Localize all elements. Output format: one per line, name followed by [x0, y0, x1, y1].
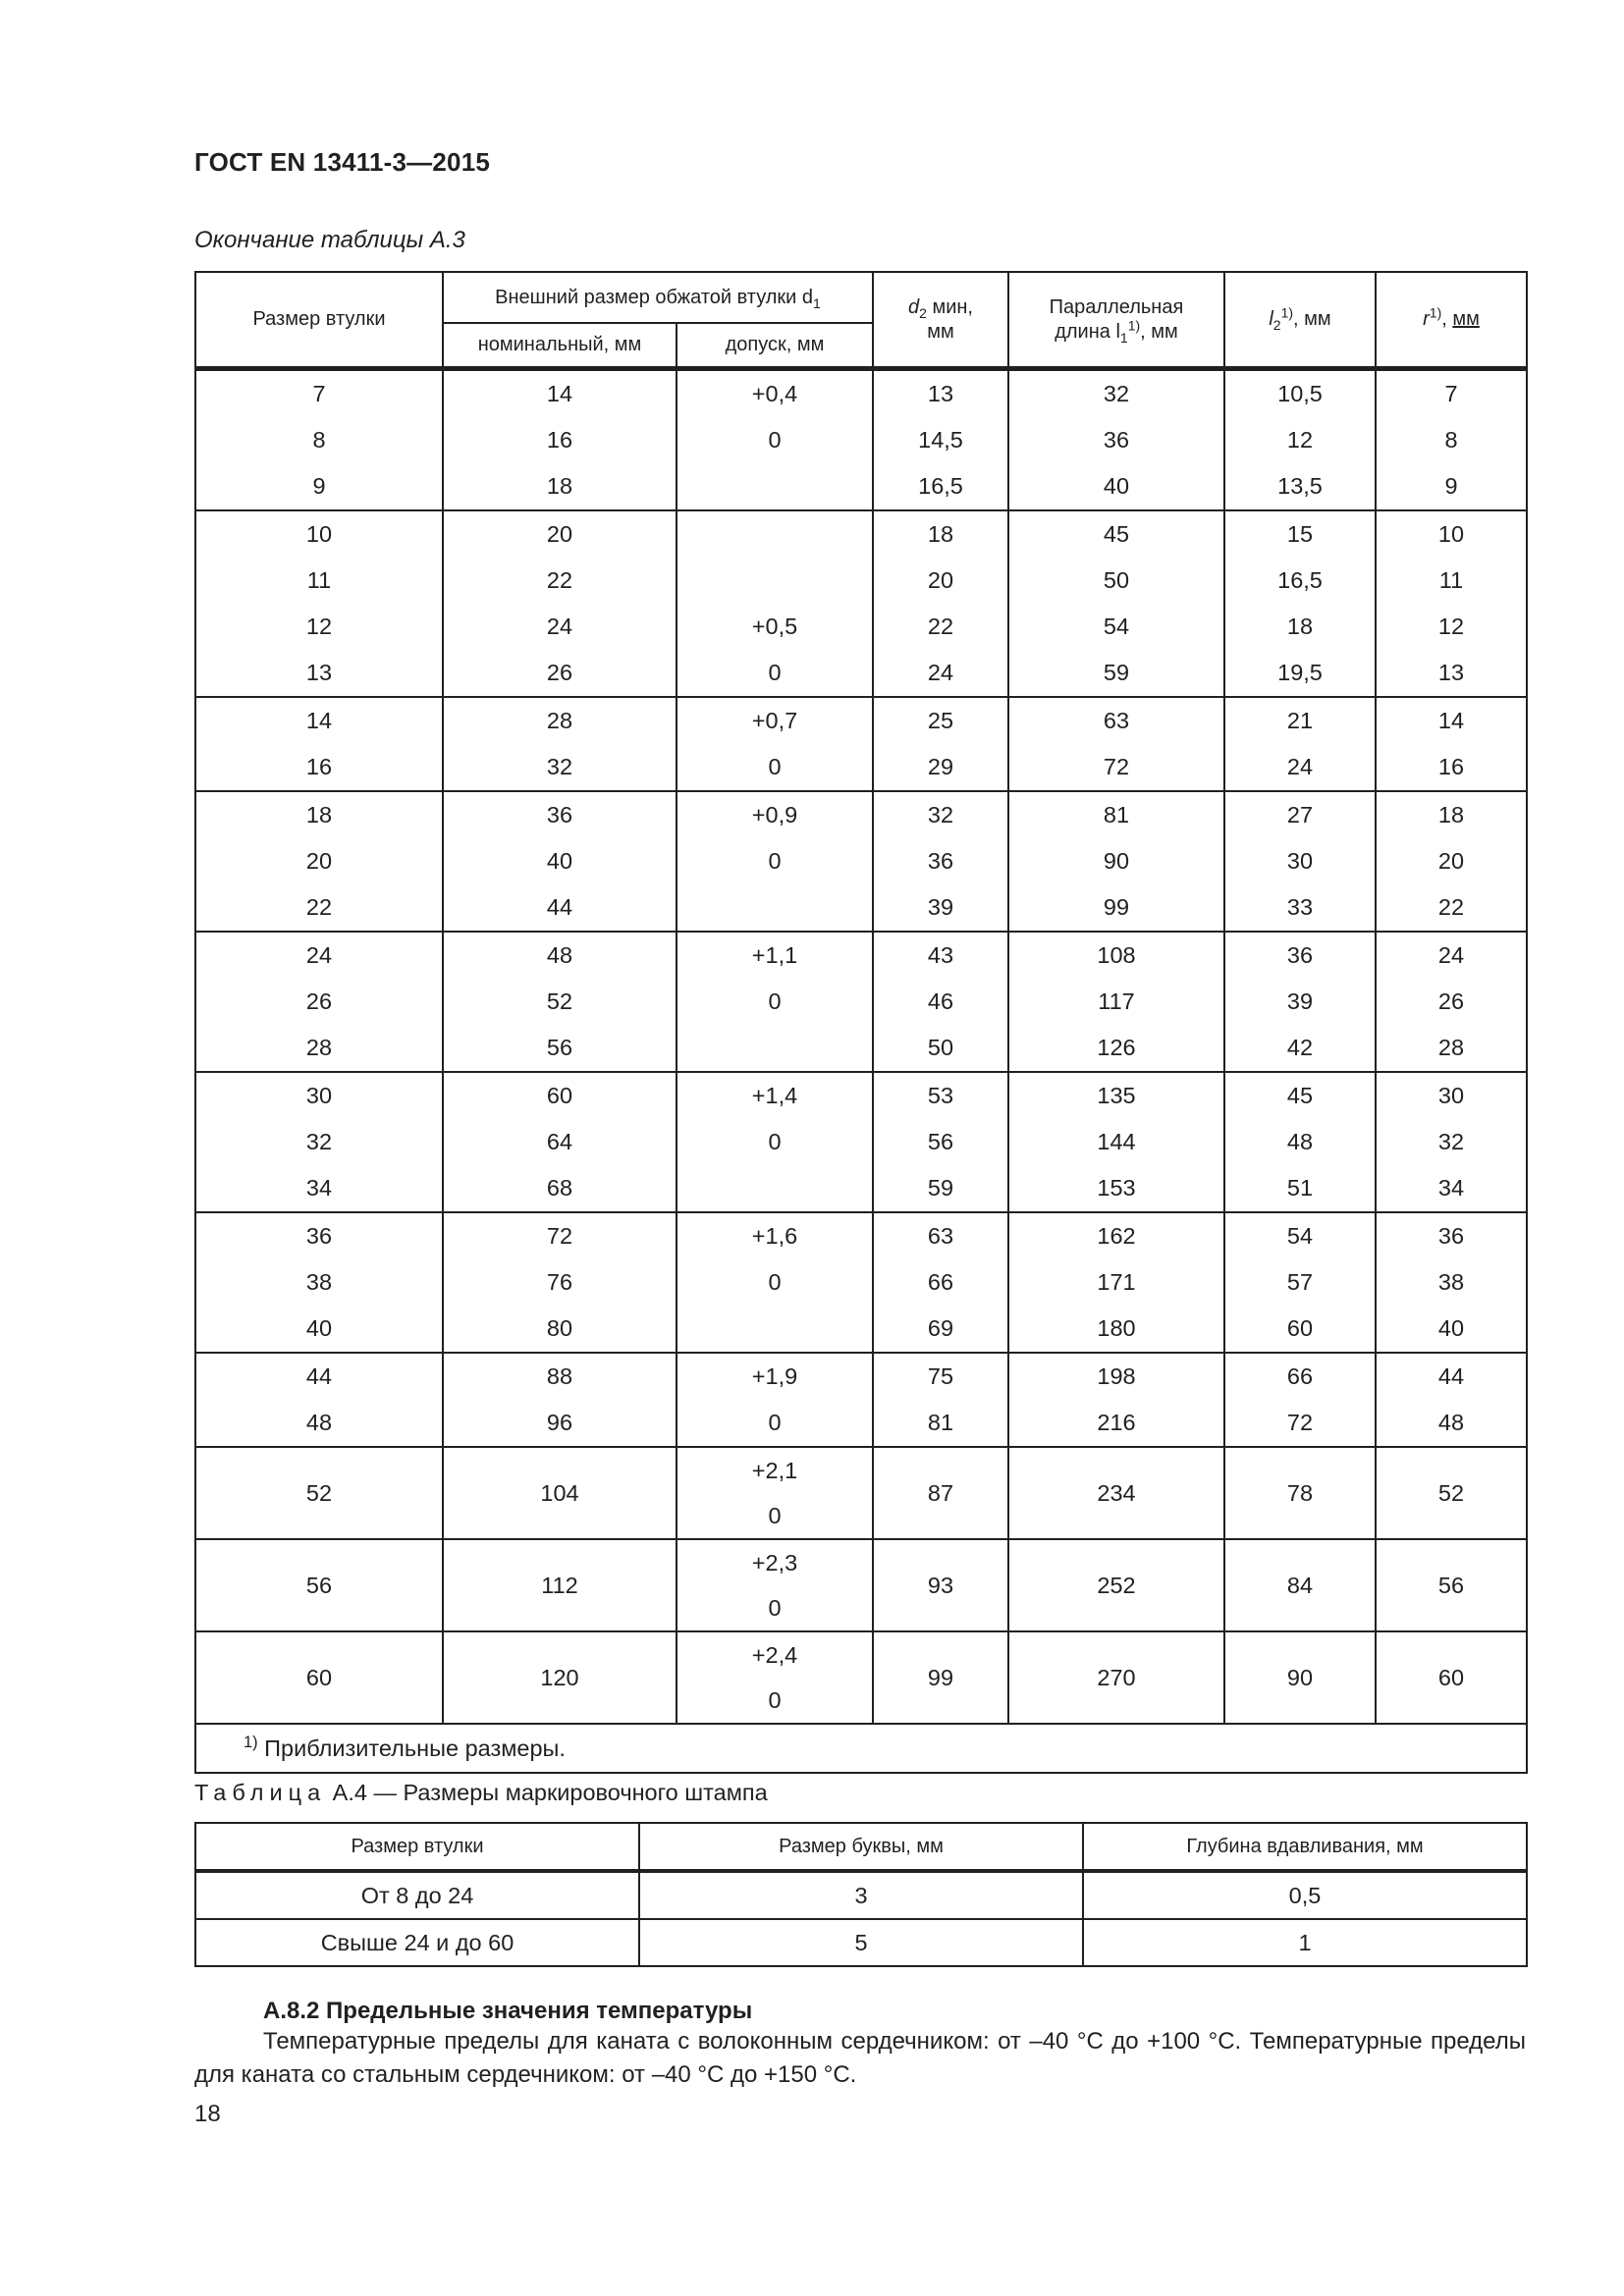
cell-l1: 63 — [1008, 697, 1224, 744]
cell-size: 14 — [195, 697, 443, 744]
cell-l1: 81 — [1008, 791, 1224, 838]
cell-nominal: 60 — [443, 1072, 677, 1119]
cell-nominal: 80 — [443, 1306, 677, 1353]
cell-d2: 43 — [873, 932, 1008, 979]
table-row — [195, 697, 1527, 744]
cell-nominal: 18 — [443, 463, 677, 510]
cell-size: 32 — [195, 1119, 443, 1165]
cell-r: 8 — [1376, 417, 1527, 463]
cell-r: 30 — [1376, 1072, 1527, 1119]
cell-l2: 90 — [1224, 1631, 1376, 1724]
table-row — [195, 1539, 1527, 1631]
cell-tolerance — [677, 1447, 873, 1539]
cell-d2: 29 — [873, 744, 1008, 791]
cell-l2: 27 — [1224, 791, 1376, 838]
cell-nominal: 104 — [443, 1447, 677, 1539]
cell-l2: 45 — [1224, 1072, 1376, 1119]
cell-tolerance: +0,7 — [677, 697, 873, 744]
cell-l2: 10,5 — [1224, 369, 1376, 418]
cell-size: 34 — [195, 1165, 443, 1212]
cell-r: 18 — [1376, 791, 1527, 838]
cell-size: 24 — [195, 932, 443, 979]
cell-l2: 12 — [1224, 417, 1376, 463]
cell-r: 13 — [1376, 650, 1527, 697]
cell-size: 11 — [195, 558, 443, 604]
cell-r: 9 — [1376, 463, 1527, 510]
cell-tolerance: +0,5 — [677, 604, 873, 650]
cell-l2: 33 — [1224, 884, 1376, 932]
cell-size: 38 — [195, 1259, 443, 1306]
table-cell: Свыше 24 и до 60 — [195, 1919, 639, 1966]
table-cell: От 8 до 24 — [195, 1871, 639, 1919]
cell-nominal: 40 — [443, 838, 677, 884]
cell-r: 11 — [1376, 558, 1527, 604]
cell-nominal: 88 — [443, 1353, 677, 1400]
cell-nominal: 14 — [443, 369, 677, 418]
cell-l1: 126 — [1008, 1025, 1224, 1072]
cell-size: 26 — [195, 979, 443, 1025]
cell-tolerance — [677, 558, 873, 604]
cell-l2: 84 — [1224, 1539, 1376, 1631]
cell-tolerance: +1,1 — [677, 932, 873, 979]
cell-d2: 39 — [873, 884, 1008, 932]
cell-l1: 50 — [1008, 558, 1224, 604]
page-number: 18 — [194, 2101, 221, 2127]
table-a3-body — [195, 369, 1527, 1725]
cell-l2: 24 — [1224, 744, 1376, 791]
cell-nominal: 120 — [443, 1631, 677, 1724]
cell-l2: 72 — [1224, 1400, 1376, 1447]
cell-nominal: 32 — [443, 744, 677, 791]
col-header-r: $r^{1)}$, мм — [1376, 272, 1527, 369]
tolerance-value: 0 — [768, 1687, 782, 1713]
col-header-outer: Внешний размер обжатой втулки $d_1$ — [443, 272, 873, 323]
cell-nominal: 48 — [443, 932, 677, 979]
cell-d2: 24 — [873, 650, 1008, 697]
cell-r: 26 — [1376, 979, 1527, 1025]
cell-size: 7 — [195, 369, 443, 418]
cell-d2: 87 — [873, 1447, 1008, 1539]
cell-size: 20 — [195, 838, 443, 884]
table-row — [195, 1400, 1527, 1447]
table-row — [195, 1165, 1527, 1212]
cell-r: 36 — [1376, 1212, 1527, 1259]
cell-l1: 59 — [1008, 650, 1224, 697]
cell-l1: 144 — [1008, 1119, 1224, 1165]
table-row — [195, 1631, 1527, 1724]
table-row — [195, 1871, 1527, 1919]
cell-tolerance — [677, 1306, 873, 1353]
cell-d2: 53 — [873, 1072, 1008, 1119]
cell-nominal: 26 — [443, 650, 677, 697]
cell-tolerance: +0,9 — [677, 791, 873, 838]
cell-l2: 60 — [1224, 1306, 1376, 1353]
cell-tolerance: 0 — [677, 838, 873, 884]
cell-l1: 32 — [1008, 369, 1224, 418]
cell-tolerance — [677, 1631, 873, 1724]
cell-size: 48 — [195, 1400, 443, 1447]
cell-tolerance: 0 — [677, 650, 873, 697]
cell-r: 60 — [1376, 1631, 1527, 1724]
cell-r: 24 — [1376, 932, 1527, 979]
table-a4-caption: Таблица А.4 — Размеры маркировочного штампа — [194, 1780, 768, 1805]
cell-nominal: 64 — [443, 1119, 677, 1165]
cell-l2: 21 — [1224, 697, 1376, 744]
cell-l1: 234 — [1008, 1447, 1224, 1539]
table-row — [195, 650, 1527, 697]
cell-r: 20 — [1376, 838, 1527, 884]
table-a3 — [194, 271, 1528, 1774]
cell-tolerance: +1,6 — [677, 1212, 873, 1259]
table-row — [195, 1306, 1527, 1353]
cell-tolerance: 0 — [677, 979, 873, 1025]
cell-tolerance: 0 — [677, 744, 873, 791]
table-cell: 1 — [1083, 1919, 1527, 1966]
col-header-size: Размер втулки — [195, 272, 443, 369]
cell-tolerance: +0,4 — [677, 369, 873, 418]
section-title: А.8.2 Предельные значения температуры — [263, 1998, 753, 2024]
tolerance-value: 0 — [768, 1595, 782, 1621]
cell-l2: 36 — [1224, 932, 1376, 979]
cell-l2: 57 — [1224, 1259, 1376, 1306]
table-cell: 0,5 — [1083, 1871, 1527, 1919]
cell-d2: 66 — [873, 1259, 1008, 1306]
table-row — [195, 369, 1527, 418]
cell-size: 9 — [195, 463, 443, 510]
cell-l2: 13,5 — [1224, 463, 1376, 510]
cell-l1: 198 — [1008, 1353, 1224, 1400]
table-a3-caption: Окончание таблицы А.3 — [194, 227, 465, 253]
table-row — [195, 510, 1527, 558]
cell-nominal: 56 — [443, 1025, 677, 1072]
cell-r: 22 — [1376, 884, 1527, 932]
cell-l2: 51 — [1224, 1165, 1376, 1212]
cell-l1: 36 — [1008, 417, 1224, 463]
document-header: ГОСТ EN 13411-3—2015 — [194, 147, 491, 177]
cell-r: 52 — [1376, 1447, 1527, 1539]
section-paragraph: Температурные пределы для каната с волоконным сердечником: от –40 °С до +100 °С. Температурные пределы для каната со стальным сердечником: от –40 °С до +150 °С. — [194, 2028, 1526, 2088]
cell-l2: 18 — [1224, 604, 1376, 650]
cell-l1: 45 — [1008, 510, 1224, 558]
cell-d2: 20 — [873, 558, 1008, 604]
cell-nominal: 52 — [443, 979, 677, 1025]
cell-l1: 40 — [1008, 463, 1224, 510]
cell-l2: 39 — [1224, 979, 1376, 1025]
cell-d2: 56 — [873, 1119, 1008, 1165]
cell-l2: 16,5 — [1224, 558, 1376, 604]
cell-l1: 117 — [1008, 979, 1224, 1025]
cell-l1: 252 — [1008, 1539, 1224, 1631]
col-header-nominal: номинальный, мм — [443, 323, 677, 369]
table-row — [195, 463, 1527, 510]
cell-l1: 99 — [1008, 884, 1224, 932]
table-cell: 5 — [639, 1919, 1083, 1966]
col-header-l2: $l_2^{1)}$, мм — [1224, 272, 1376, 369]
cell-d2: 13 — [873, 369, 1008, 418]
tolerance-value: +2,1 — [751, 1458, 798, 1483]
cell-l2: 19,5 — [1224, 650, 1376, 697]
cell-nominal: 72 — [443, 1212, 677, 1259]
table-cell: 3 — [639, 1871, 1083, 1919]
cell-l2: 48 — [1224, 1119, 1376, 1165]
cell-d2: 22 — [873, 604, 1008, 650]
cell-size: 13 — [195, 650, 443, 697]
cell-size: 10 — [195, 510, 443, 558]
cell-l1: 54 — [1008, 604, 1224, 650]
t4-header-size: Размер втулки — [195, 1823, 639, 1871]
cell-d2: 99 — [873, 1631, 1008, 1724]
cell-nominal: 16 — [443, 417, 677, 463]
cell-nominal: 36 — [443, 791, 677, 838]
cell-l2: 66 — [1224, 1353, 1376, 1400]
cell-d2: 69 — [873, 1306, 1008, 1353]
col-header-tolerance: допуск, мм — [677, 323, 873, 369]
cell-nominal: 20 — [443, 510, 677, 558]
tolerance-value: +2,4 — [751, 1642, 798, 1668]
cell-l1: 108 — [1008, 932, 1224, 979]
cell-l1: 72 — [1008, 744, 1224, 791]
cell-l2: 30 — [1224, 838, 1376, 884]
table-row — [195, 1259, 1527, 1306]
cell-r: 14 — [1376, 697, 1527, 744]
cell-l2: 78 — [1224, 1447, 1376, 1539]
cell-r: 32 — [1376, 1119, 1527, 1165]
cell-r: 56 — [1376, 1539, 1527, 1631]
table-row — [195, 979, 1527, 1025]
col-header-l1: Параллельная длина $l_1^{1)}$, мм — [1008, 272, 1224, 369]
table-row — [195, 1119, 1527, 1165]
cell-nominal: 68 — [443, 1165, 677, 1212]
cell-l1: 153 — [1008, 1165, 1224, 1212]
cell-nominal: 24 — [443, 604, 677, 650]
cell-nominal: 44 — [443, 884, 677, 932]
cell-l1: 135 — [1008, 1072, 1224, 1119]
cell-nominal: 76 — [443, 1259, 677, 1306]
cell-l2: 54 — [1224, 1212, 1376, 1259]
cell-tolerance: 0 — [677, 1119, 873, 1165]
cell-tolerance — [677, 1539, 873, 1631]
cell-nominal: 28 — [443, 697, 677, 744]
cell-tolerance — [677, 510, 873, 558]
table-row — [195, 1072, 1527, 1119]
cell-size: 52 — [195, 1447, 443, 1539]
table-row — [195, 417, 1527, 463]
cell-tolerance — [677, 1165, 873, 1212]
cell-l2: 15 — [1224, 510, 1376, 558]
cell-size: 44 — [195, 1353, 443, 1400]
cell-l1: 90 — [1008, 838, 1224, 884]
t4-header-depth: Глубина вдавливания, мм — [1083, 1823, 1527, 1871]
cell-nominal: 112 — [443, 1539, 677, 1631]
table-row — [195, 1025, 1527, 1072]
cell-l2: 42 — [1224, 1025, 1376, 1072]
table-row — [195, 791, 1527, 838]
cell-size: 56 — [195, 1539, 443, 1631]
cell-d2: 63 — [873, 1212, 1008, 1259]
cell-l1: 162 — [1008, 1212, 1224, 1259]
cell-tolerance: +1,4 — [677, 1072, 873, 1119]
cell-nominal: 22 — [443, 558, 677, 604]
cell-r: 44 — [1376, 1353, 1527, 1400]
cell-l1: 270 — [1008, 1631, 1224, 1724]
cell-d2: 25 — [873, 697, 1008, 744]
cell-l1: 216 — [1008, 1400, 1224, 1447]
cell-tolerance — [677, 884, 873, 932]
cell-r: 12 — [1376, 604, 1527, 650]
table-row — [195, 884, 1527, 932]
cell-r: 40 — [1376, 1306, 1527, 1353]
col-header-d2: $d_2$ мин, мм — [873, 272, 1008, 369]
table-a3-footnote: $^{1)}$ Приблизительные размеры. — [195, 1724, 1527, 1773]
cell-d2: 93 — [873, 1539, 1008, 1631]
cell-size: 12 — [195, 604, 443, 650]
table-row — [195, 838, 1527, 884]
cell-size: 18 — [195, 791, 443, 838]
cell-r: 34 — [1376, 1165, 1527, 1212]
table-row — [195, 558, 1527, 604]
cell-d2: 75 — [873, 1353, 1008, 1400]
cell-size: 40 — [195, 1306, 443, 1353]
cell-d2: 16,5 — [873, 463, 1008, 510]
cell-d2: 14,5 — [873, 417, 1008, 463]
cell-size: 8 — [195, 417, 443, 463]
cell-size: 28 — [195, 1025, 443, 1072]
cell-tolerance: 0 — [677, 417, 873, 463]
table-row — [195, 932, 1527, 979]
cell-r: 7 — [1376, 369, 1527, 418]
table-row — [195, 604, 1527, 650]
tolerance-value: +2,3 — [751, 1550, 798, 1575]
cell-size: 30 — [195, 1072, 443, 1119]
cell-size: 60 — [195, 1631, 443, 1724]
cell-d2: 59 — [873, 1165, 1008, 1212]
cell-size: 36 — [195, 1212, 443, 1259]
cell-d2: 18 — [873, 510, 1008, 558]
cell-l1: 171 — [1008, 1259, 1224, 1306]
cell-r: 28 — [1376, 1025, 1527, 1072]
cell-d2: 32 — [873, 791, 1008, 838]
table-row — [195, 1212, 1527, 1259]
cell-size: 22 — [195, 884, 443, 932]
cell-d2: 36 — [873, 838, 1008, 884]
table-row — [195, 1919, 1527, 1966]
cell-tolerance — [677, 463, 873, 510]
cell-d2: 46 — [873, 979, 1008, 1025]
cell-r: 38 — [1376, 1259, 1527, 1306]
cell-r: 16 — [1376, 744, 1527, 791]
cell-d2: 50 — [873, 1025, 1008, 1072]
table-a4 — [194, 1822, 1528, 1967]
cell-tolerance: +1,9 — [677, 1353, 873, 1400]
t4-header-letter: Размер буквы, мм — [639, 1823, 1083, 1871]
cell-d2: 81 — [873, 1400, 1008, 1447]
cell-l1: 180 — [1008, 1306, 1224, 1353]
tolerance-value: 0 — [768, 1503, 782, 1528]
cell-r: 48 — [1376, 1400, 1527, 1447]
cell-tolerance: 0 — [677, 1400, 873, 1447]
table-row — [195, 1353, 1527, 1400]
cell-tolerance: 0 — [677, 1259, 873, 1306]
cell-nominal: 96 — [443, 1400, 677, 1447]
cell-r: 10 — [1376, 510, 1527, 558]
cell-size: 16 — [195, 744, 443, 791]
table-row — [195, 1447, 1527, 1539]
table-row — [195, 744, 1527, 791]
cell-tolerance — [677, 1025, 873, 1072]
